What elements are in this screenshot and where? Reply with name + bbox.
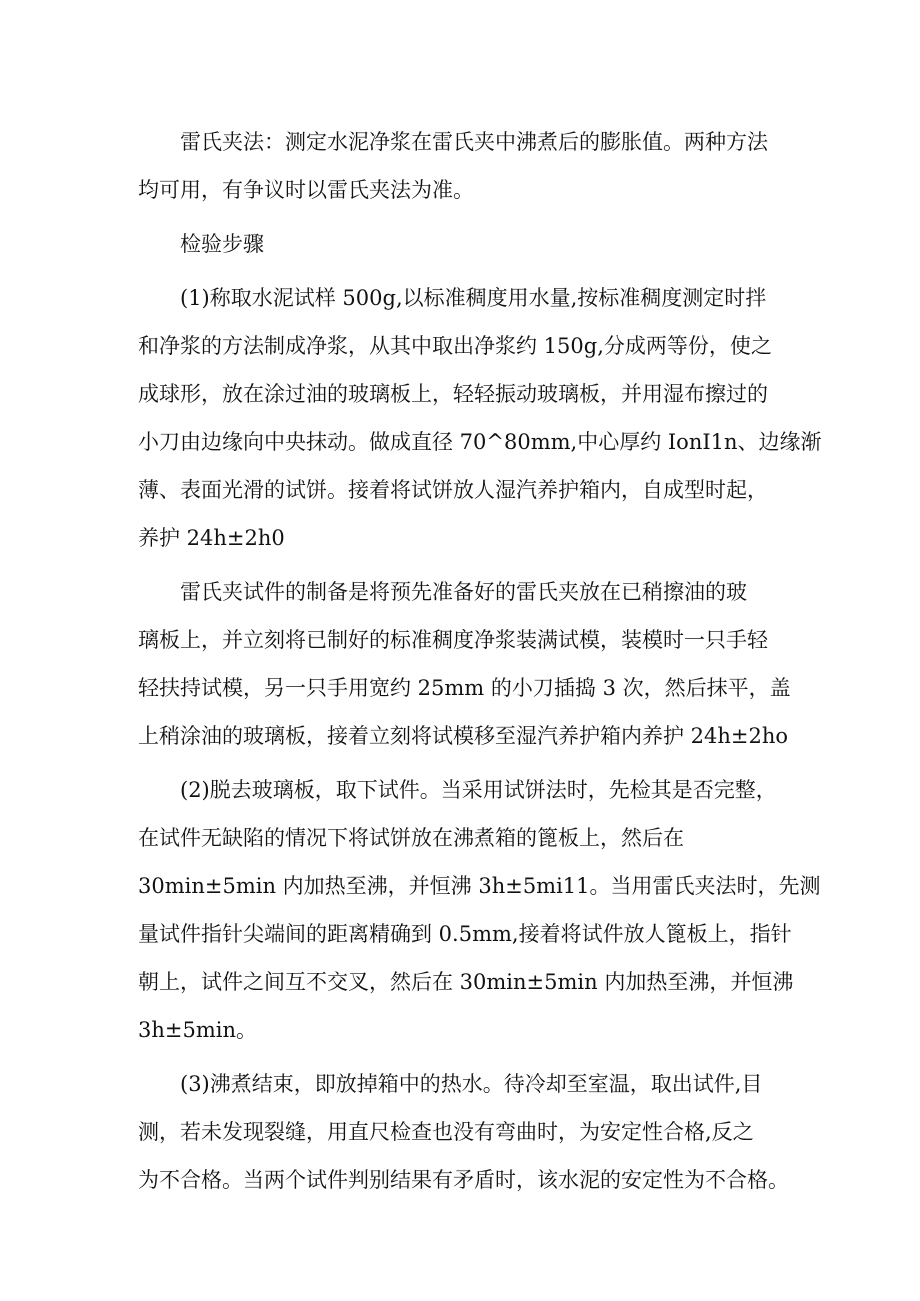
text-line: 朝上，试件之间互不交叉，然后在 30min±5min 内加热至沸，并恒沸 [138, 970, 794, 994]
paragraph-rayleigh-method [138, 118, 790, 214]
text-line: (3)沸煮结束，即放掉箱中的热水。待冷却至室温，取出试件,目 [180, 1072, 763, 1096]
text-line: (2)脱去玻璃板，取下试件。当采用试饼法时，先检其是否完整， [180, 778, 777, 802]
text-line: 上稍涂油的玻璃板，接着立刻将试模移至湿汽养护箱内养护 24h±2ho [138, 724, 789, 748]
text-line: 测，若未发现裂缝，用直尺检查也没有弯曲时，为安定性合格,反之 [138, 1120, 754, 1144]
text-line: 3h±5min。 [138, 1018, 257, 1042]
text-line: 检验步骤 [180, 232, 264, 256]
heading-inspection-steps [138, 220, 790, 268]
paragraph-rayleigh-specimen [138, 568, 790, 760]
text-line: 雷氏夹法：测定水泥净浆在雷氏夹中沸煮后的膨胀值。两种方法 [180, 130, 768, 154]
text-line: 轻扶持试模，另一只手用宽约 25mm 的小刀插捣 3 次，然后抹平，盖 [138, 676, 791, 700]
paragraph-step-2 [138, 766, 821, 1054]
text-line: 璃板上，并立刻将已制好的标准稠度净浆装满试模，装模时一只手轻 [138, 628, 768, 652]
text-line: 和净浆的方法制成净浆，从其中取出净浆约 150g,分成两等份，使之 [138, 334, 772, 358]
text-line: 养护 24h±2h0 [138, 526, 285, 550]
text-line: 雷氏夹试件的制备是将预先准备好的雷氏夹放在已稍擦油的玻 [180, 580, 747, 604]
text-line: 在试件无缺陷的情况下将试饼放在沸煮箱的篦板上，然后在 [138, 826, 684, 850]
text-line: 为不合格。当两个试件判别结果有矛盾时，该水泥的安定性为不合格。 [138, 1168, 789, 1192]
paragraph-step-1 [138, 274, 822, 562]
document-body [138, 118, 822, 1210]
text-line: 均可用，有争议时以雷氏夹法为准。 [138, 178, 474, 202]
text-line: 30min±5min 内加热至沸，并恒沸 3h±5mi11。当用雷氏夹法时，先测 [138, 874, 821, 898]
text-line: 成球形，放在涂过油的玻璃板上，轻轻振动玻璃板，并用湿布擦过的 [138, 382, 768, 406]
text-line: (1)称取水泥试样 500g,以标准稠度用水量,按标准稠度测定时拌 [180, 286, 767, 310]
text-line: 小刀由边缘向中央抹动。做成直径 70^80mm,中心厚约 IonI1n、边缘渐 [138, 430, 822, 454]
text-line: 量试件指针尖端间的距离精确到 0.5mm,接着将试件放人篦板上，指针 [138, 922, 792, 946]
text-line: 薄、表面光滑的试饼。接着将试饼放人湿汽养护箱内，自成型时起， [138, 478, 768, 502]
paragraph-step-3 [138, 1060, 790, 1204]
